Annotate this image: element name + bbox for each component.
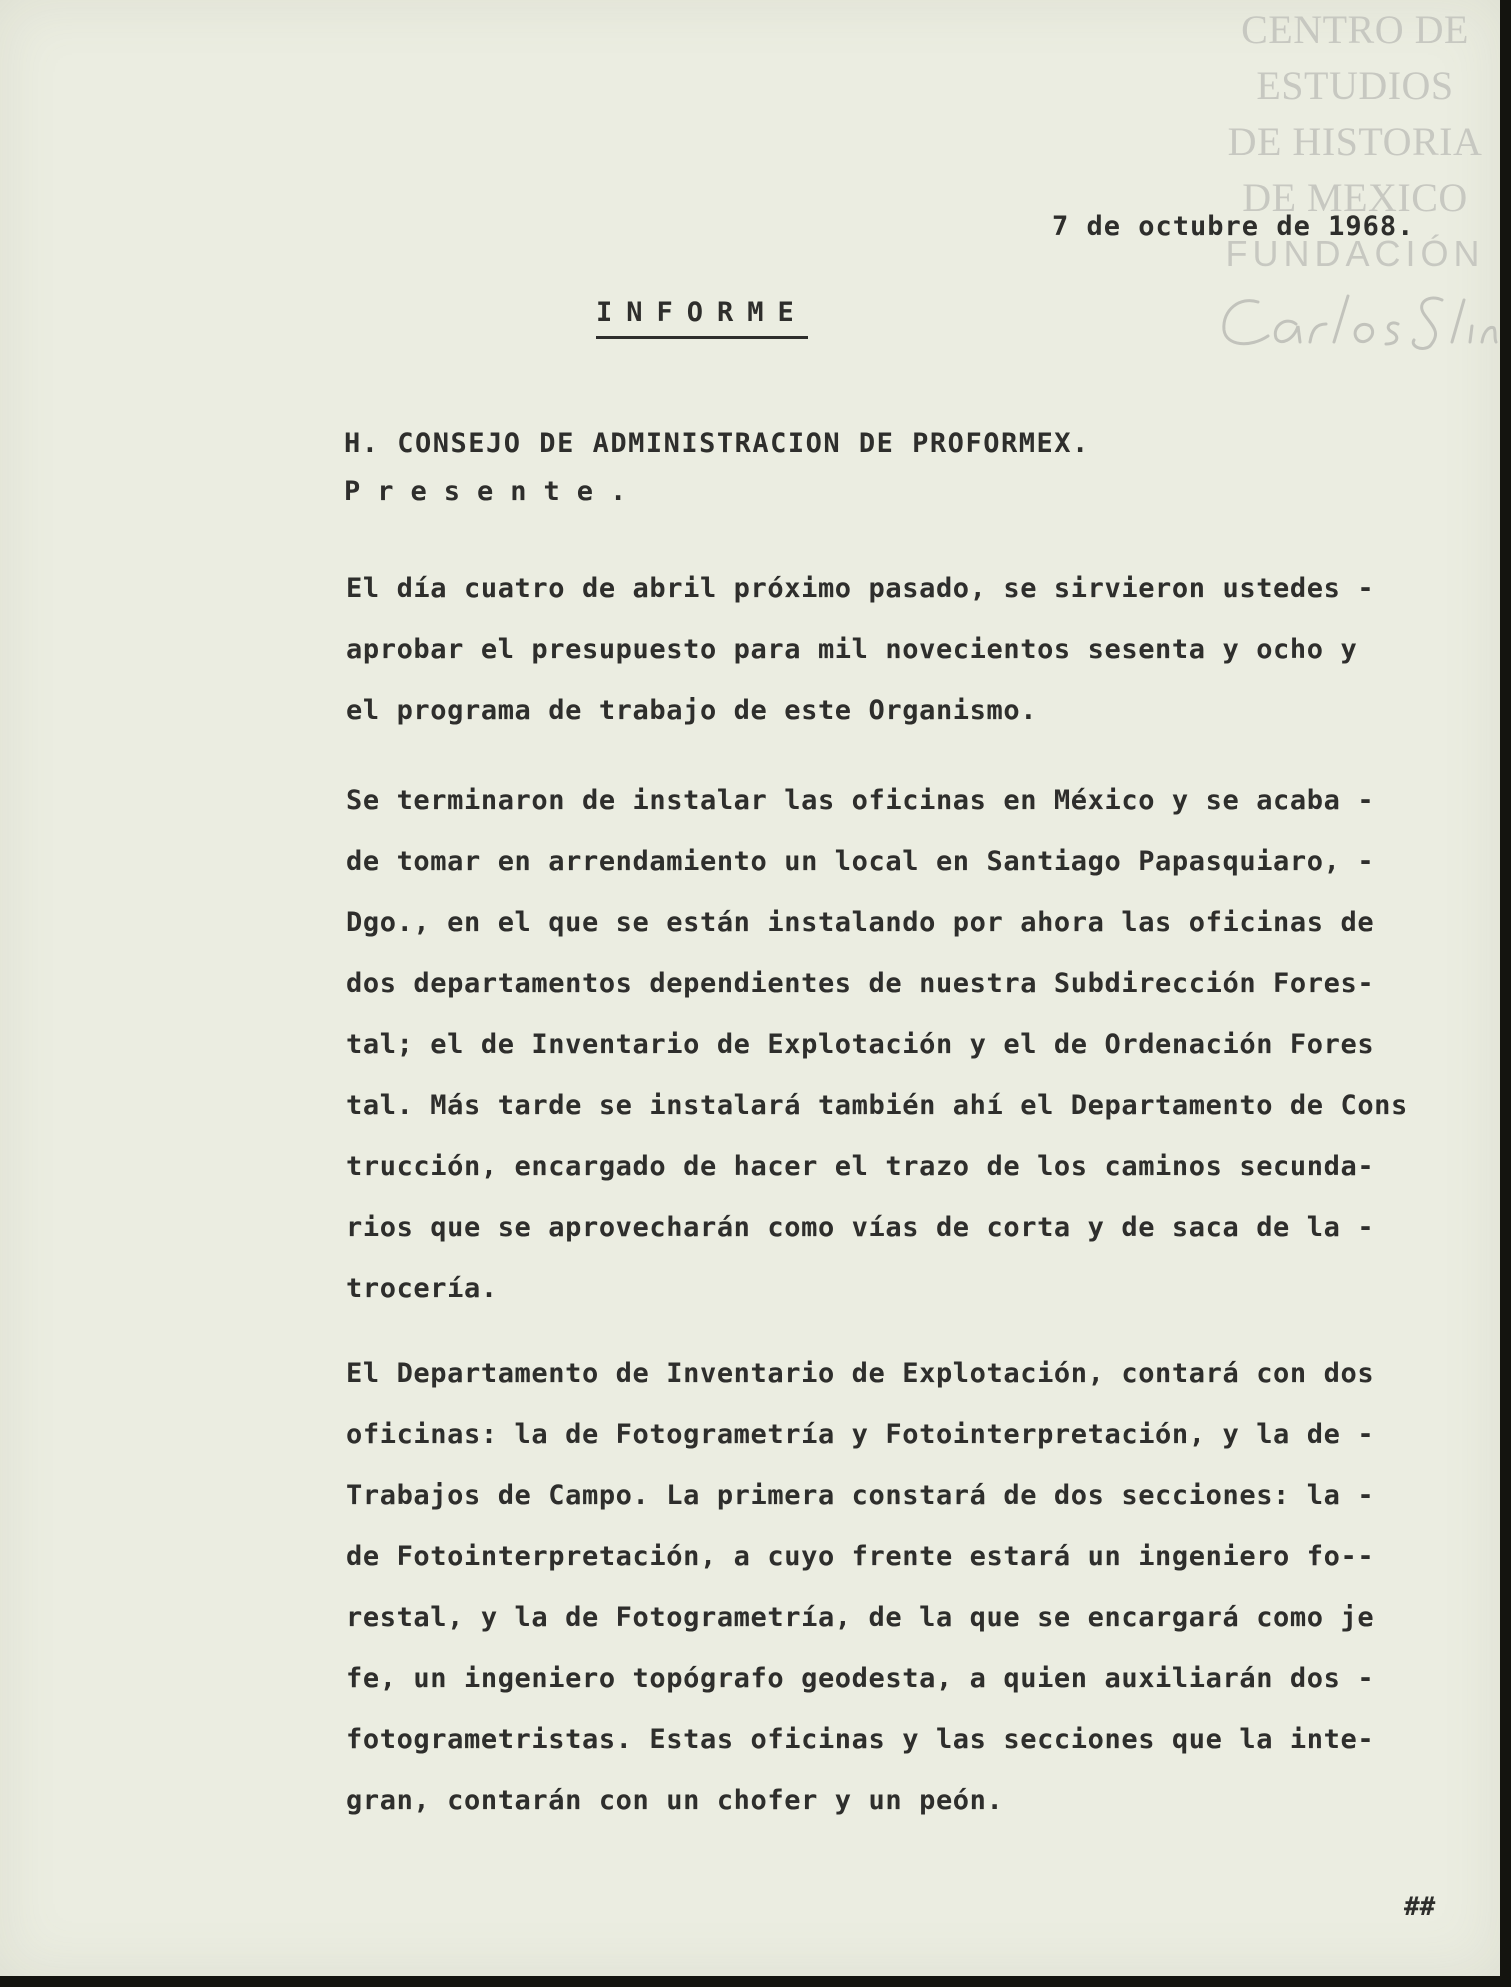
text-line: aprobar el presupuesto para mil novecientos sesenta y ocho y: [346, 634, 1358, 665]
watermark-signature-logo: [1205, 286, 1505, 361]
text-line: de Fotointerpretación, a cuyo frente estará un ingeniero fo--: [346, 1541, 1375, 1572]
text-line: restal, y la de Fotogrametría, de la que se encargará como je: [346, 1602, 1375, 1633]
text-line: El Departamento de Inventario de Explotación, contará con dos: [346, 1358, 1375, 1389]
text-line: Se terminaron de instalar las oficinas en México y se acaba -: [346, 785, 1375, 816]
document-title: INFORME: [596, 297, 808, 339]
watermark-foundation: FUNDACIÓN: [1225, 233, 1485, 274]
signature-logo-icon: [1210, 286, 1500, 356]
paragraph-1: [346, 558, 1436, 741]
text-line: El día cuatro de abril próximo pasado, se sirvieron ustedes -: [346, 573, 1375, 604]
text-line: trucción, encargado de hacer el trazo de los caminos secunda-: [346, 1151, 1375, 1182]
text-line: dos departamentos dependientes de nuestra Subdirección Fores-: [346, 968, 1375, 999]
text-line: gran, contarán con un chofer y un peón.: [346, 1785, 1004, 1816]
text-line: trocería.: [346, 1273, 498, 1304]
text-line: tal; el de Inventario de Explotación y el de Ordenación Fores: [346, 1029, 1375, 1060]
addressee-name: H. CONSEJO DE ADMINISTRACION DE PROFORMEX.: [344, 428, 1090, 459]
watermark-line-4: DE MEXICO: [1242, 175, 1468, 220]
watermark-line-2: ESTUDIOS: [1256, 63, 1454, 108]
text-line: Dgo., en el que se están instalando por ahora las oficinas de: [346, 907, 1375, 938]
text-line: de tomar en arrendamiento un local en Santiago Papasquiaro, -: [346, 846, 1375, 877]
scan-border-bottom: [0, 1976, 1511, 1987]
continuation-mark: ##: [1404, 1892, 1436, 1922]
text-line: fe, un ingeniero topógrafo geodesta, a quien auxiliarán dos -: [346, 1663, 1375, 1694]
letter-date: 7 de octubre de 1968.: [1052, 211, 1415, 242]
text-line: oficinas: la de Fotogrametría y Fotointerpretación, y la de -: [346, 1419, 1375, 1450]
text-line: Trabajos de Campo. La primera constará de dos secciones: la -: [346, 1480, 1375, 1511]
text-line: el programa de trabajo de este Organismo.: [346, 695, 1038, 726]
watermark-line-3: DE HISTORIA: [1227, 119, 1483, 164]
text-line: rios que se aprovecharán como vías de corta y de saca de la -: [346, 1212, 1375, 1243]
text-line: tal. Más tarde se instalará también ahí el Departamento de Cons: [346, 1090, 1408, 1121]
watermark-line-1: CENTRO DE: [1241, 7, 1469, 52]
paragraph-3: [346, 1343, 1436, 1831]
addressee-block: [344, 420, 1090, 516]
scan-border-right: [1500, 0, 1511, 1987]
paragraph-2: [346, 770, 1436, 1319]
greeting: Presente.: [344, 476, 644, 507]
text-line: fotogrametristas. Estas oficinas y las secciones que la inte-: [346, 1724, 1375, 1755]
archive-watermark: [1205, 0, 1505, 375]
